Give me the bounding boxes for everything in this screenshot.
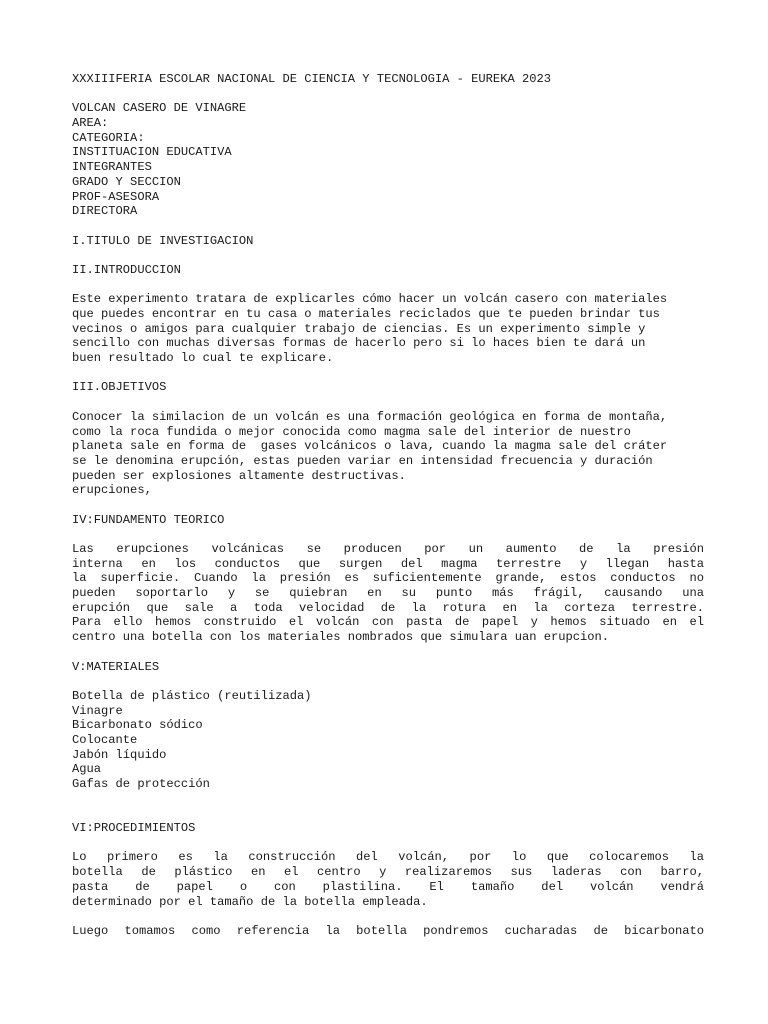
paragraph-line: pueden ser explosiones altamente destructivas. xyxy=(72,468,406,483)
paragraph-line: determinado por el tamaño de la botella empleada. xyxy=(72,894,428,909)
cover-block xyxy=(72,101,704,219)
paragraph-line: pasta de papel o con plastilina. El tamaño del volcán vendrá xyxy=(72,879,704,894)
paragraph-line: interna en los conductos que surgen del magma terrestre y llegan hasta xyxy=(72,556,704,571)
paragraph-line: Este experimento tratara de explicarles cómo hacer un volcán casero con materiales xyxy=(72,292,668,307)
paragraph-line: centro una botella con los materiales nombrados que simulara uan erupcion. xyxy=(72,630,610,645)
section-heading: II.INTRODUCCION xyxy=(72,262,181,277)
list-item: Vinagre xyxy=(72,703,123,718)
paragraph-line: se le denomina erupción, estas pueden variar en intensidad frecuencia y duración xyxy=(72,453,653,468)
paragraph-line: Las erupciones volcánicas se producen por un aumento de la presión xyxy=(72,542,704,556)
cover-line: DIRECTORA xyxy=(72,204,138,219)
procedimientos-paragraph-2 xyxy=(72,924,704,939)
paragraph-line: Conocer la similacion de un volcán es una formación geológica en forma de montaña, xyxy=(72,409,668,424)
section-heading: III.OBJETIVOS xyxy=(72,380,167,395)
cover-line: CATEGORIA: xyxy=(72,130,145,145)
paragraph-line: como la roca fundida o mejor conocida como magma sale del interior de nuestro xyxy=(72,424,631,439)
document-page xyxy=(72,72,704,939)
paragraph-line: planeta sale en forma de gases volcánicos o lava, cuando la magma sale del cráter xyxy=(72,439,668,454)
objetivos-paragraph xyxy=(72,410,704,498)
list-item: Gafas de protección xyxy=(72,777,210,791)
paragraph-line: Lo primero es la construcción del volcán, por lo que colocaremos la xyxy=(72,850,704,865)
introduccion-paragraph xyxy=(72,292,704,365)
list-item: Agua xyxy=(72,762,102,777)
section-heading: IV:FUNDAMENTO TEORICO xyxy=(72,512,225,527)
document-header: XXXIIIFERIA ESCOLAR NACIONAL DE CIENCIA Y TECNOLOGIA - EUREKA 2023 xyxy=(72,72,551,86)
fundamento-paragraph xyxy=(72,542,704,645)
list-item: Bicarbonato sódico xyxy=(72,718,203,733)
paragraph-line: erupciones, xyxy=(72,483,152,498)
paragraph-line: que puedes encontrar en tu casa o materiales reciclados que te pueden brindar tus xyxy=(72,307,660,321)
paragraph-line: vecinos o amigos para cualquier trabajo de ciencias. Es un experimento simple y xyxy=(72,321,646,336)
cover-line: INSTITUACION EDUCATIVA xyxy=(72,145,232,160)
section-heading: I.TITULO DE INVESTIGACION xyxy=(72,233,254,248)
section-heading: VI:PROCEDIMIENTOS xyxy=(72,821,196,836)
paragraph-line: pueden soportarlo y se quiebran en su punto más frágil, causando una xyxy=(72,586,704,601)
cover-line: PROF-ASESORA xyxy=(72,189,160,204)
cover-line: VOLCAN CASERO DE VINAGRE xyxy=(72,101,247,116)
list-item: Botella de plástico (reutilizada) xyxy=(72,688,312,703)
paragraph-line: sencillo con muchas diversas formas de hacerlo pero si lo haces bien te dará un xyxy=(72,336,646,351)
materiales-list xyxy=(72,689,704,792)
paragraph-line: Luego tomamos como referencia la botella pondremos cucharadas de bicarbonato xyxy=(72,923,704,938)
paragraph-line: erupción que sale a toda velocidad de la rotura en la corteza terrestre. xyxy=(72,600,704,615)
section-heading: V:MATERIALES xyxy=(72,659,160,674)
paragraph-line: Para ello hemos construido el volcán con pasta de papel y hemos situado en el xyxy=(72,615,704,630)
cover-line: GRADO Y SECCION xyxy=(72,174,181,189)
procedimientos-paragraph xyxy=(72,850,704,909)
paragraph-line: botella de plástico en el centro y realizaremos sus laderas con barro, xyxy=(72,865,704,880)
list-item: Jabón líquido xyxy=(72,747,167,762)
cover-line: AREA: xyxy=(72,116,109,131)
paragraph-line: buen resultado lo cual te explicare. xyxy=(72,351,334,366)
paragraph-line: la superficie. Cuando la presión es suficientemente grande, estos conductos no xyxy=(72,571,704,586)
cover-line: INTEGRANTES xyxy=(72,160,152,175)
list-item: Colocante xyxy=(72,732,138,747)
